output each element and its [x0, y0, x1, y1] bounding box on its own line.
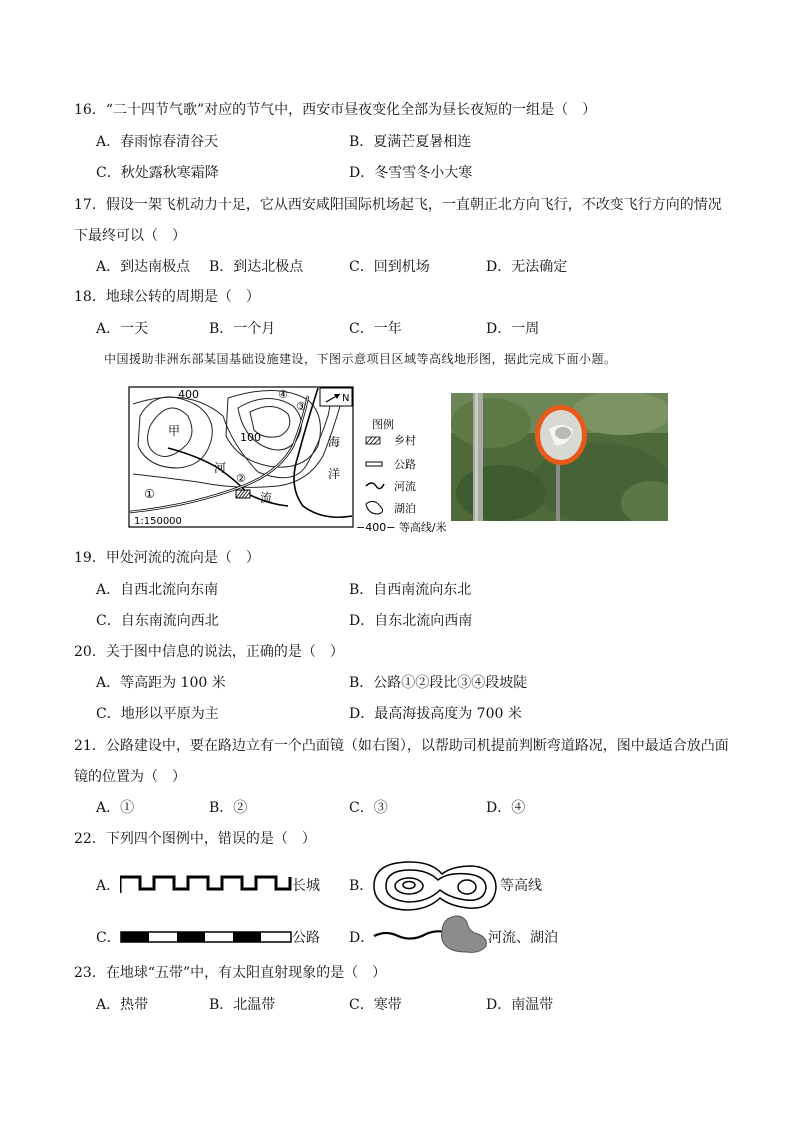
legend-village-label: 乡村 — [394, 434, 416, 447]
q22-stem: 22．下列四个图例中，错误的是（ ） — [74, 831, 316, 847]
q22-option-b-label: 等高线 — [500, 878, 542, 894]
q21-option-a: A．① — [96, 800, 135, 816]
q20-option-b: B．公路①②段比③④段坡陡 — [349, 675, 528, 691]
q21-stem-line2: 镜的位置为（ ） — [74, 769, 186, 785]
q21-option-d: D．④ — [486, 800, 526, 816]
q19-option-d: D．自东北流向西南 — [349, 613, 473, 629]
q22-option-d-label: 河流、湖泊 — [488, 930, 558, 946]
q22-option-b-letter: B． — [349, 878, 374, 894]
map-hai-label: 海 — [328, 435, 341, 449]
map-intro-text: 中国援助非洲东部某国基础设施建设，下图示意项目区域等高线地形图，据此完成下面小题。 — [104, 352, 617, 366]
map-yang-label: 洋 — [328, 467, 341, 481]
q18-option-a: A．一天 — [96, 321, 149, 337]
q22-option-d-letter: D． — [349, 930, 375, 946]
q17-stem-line1: 17．假设一架飞机动力十足，它从西安咸阳国际机场起飞，一直朝正北方向飞行，不改变飞行方向的情况 — [74, 197, 722, 213]
q21-option-c: C．③ — [349, 800, 388, 816]
legend-contour-label: −400− 等高线/米 — [356, 521, 447, 534]
map-scale: 1:150000 — [134, 516, 182, 527]
legend-road-label: 公路 — [394, 458, 416, 471]
river-lake-symbol — [372, 912, 492, 954]
road-symbol — [120, 930, 292, 944]
q16-option-b: B．夏满芒夏暑相连 — [349, 134, 472, 150]
map-he-label: 河 — [214, 461, 227, 475]
q19-option-c: C．自东南流向西北 — [96, 613, 219, 629]
legend-river-label: 河流 — [394, 480, 416, 493]
q16-option-d: D．冬雪雪冬小大寒 — [349, 165, 473, 181]
contour-line-symbol — [370, 858, 500, 914]
map-point-3: ③ — [296, 400, 306, 413]
q17-option-d: D．无法确定 — [486, 259, 568, 275]
great-wall-symbol — [120, 873, 292, 895]
q23-option-c: C．寒带 — [349, 997, 402, 1013]
map-liu-label: 流 — [260, 491, 273, 505]
legend-title: 图例 — [372, 418, 394, 431]
q17-option-c: C．回到机场 — [349, 259, 430, 275]
q22-option-a-letter: A． — [96, 878, 121, 894]
q16-stem: 16．“二十四节气歌”对应的节气中，西安市昼夜变化全部为昼长夜短的一组是（ ） — [74, 102, 597, 118]
q20-option-c: C．地形以平原为主 — [96, 706, 219, 722]
q23-option-a: A．热带 — [96, 997, 149, 1013]
q19-option-b: B．自西南流向东北 — [349, 582, 472, 598]
contour-map — [128, 386, 453, 534]
map-north-label: N — [342, 393, 350, 404]
q18-option-c: C．一年 — [349, 321, 402, 337]
q20-option-d: D．最高海拔高度为 700 米 — [349, 706, 522, 722]
q20-option-a: A．等高距为 100 米 — [96, 675, 226, 691]
q18-option-b: B．一个月 — [209, 321, 276, 337]
q23-option-d: D．南温带 — [486, 997, 554, 1013]
map-contour-100-label: 100 — [240, 431, 261, 444]
q17-stem-line2: 下最终可以（ ） — [74, 228, 186, 244]
convex-mirror-photo — [451, 393, 668, 521]
q18-stem: 18．地球公转的周期是（ ） — [74, 289, 260, 305]
q20-stem: 20．关于图中信息的说法，正确的是（ ） — [74, 644, 344, 660]
map-point-2: ② — [236, 472, 246, 485]
map-point-1: ① — [144, 487, 155, 501]
map-jia-label: 甲 — [168, 424, 181, 438]
map-point-4: ④ — [278, 388, 288, 401]
legend-lake-label: 湖泊 — [394, 502, 416, 515]
q16-option-a: A．春雨惊春清谷天 — [96, 134, 219, 150]
q21-option-b: B．② — [209, 800, 248, 816]
q22-option-c-label: 公路 — [292, 930, 320, 946]
q17-option-a: A．到达南极点 — [96, 259, 191, 275]
q23-stem: 23．在地球“五带”中，有太阳直射现象的是（ ） — [74, 965, 387, 981]
q18-option-d: D．一周 — [486, 321, 540, 337]
q21-stem-line1: 21．公路建设中，要在路边立有一个凸面镜（如右图），以帮助司机提前判断弯道路况，图中最适合放凸面 — [74, 738, 729, 754]
q19-option-a: A．自西北流向东南 — [96, 582, 219, 598]
q23-option-b: B．北温带 — [209, 997, 276, 1013]
q19-stem: 19．甲处河流的流向是（ ） — [74, 550, 260, 566]
q17-option-b: B．到达北极点 — [209, 259, 304, 275]
q22-option-a-label: 长城 — [292, 878, 320, 894]
q16-option-c: C．秋处露秋寒霜降 — [96, 165, 219, 181]
map-contour-400-label: 400 — [178, 388, 199, 401]
q22-option-c-letter: C． — [96, 930, 121, 946]
